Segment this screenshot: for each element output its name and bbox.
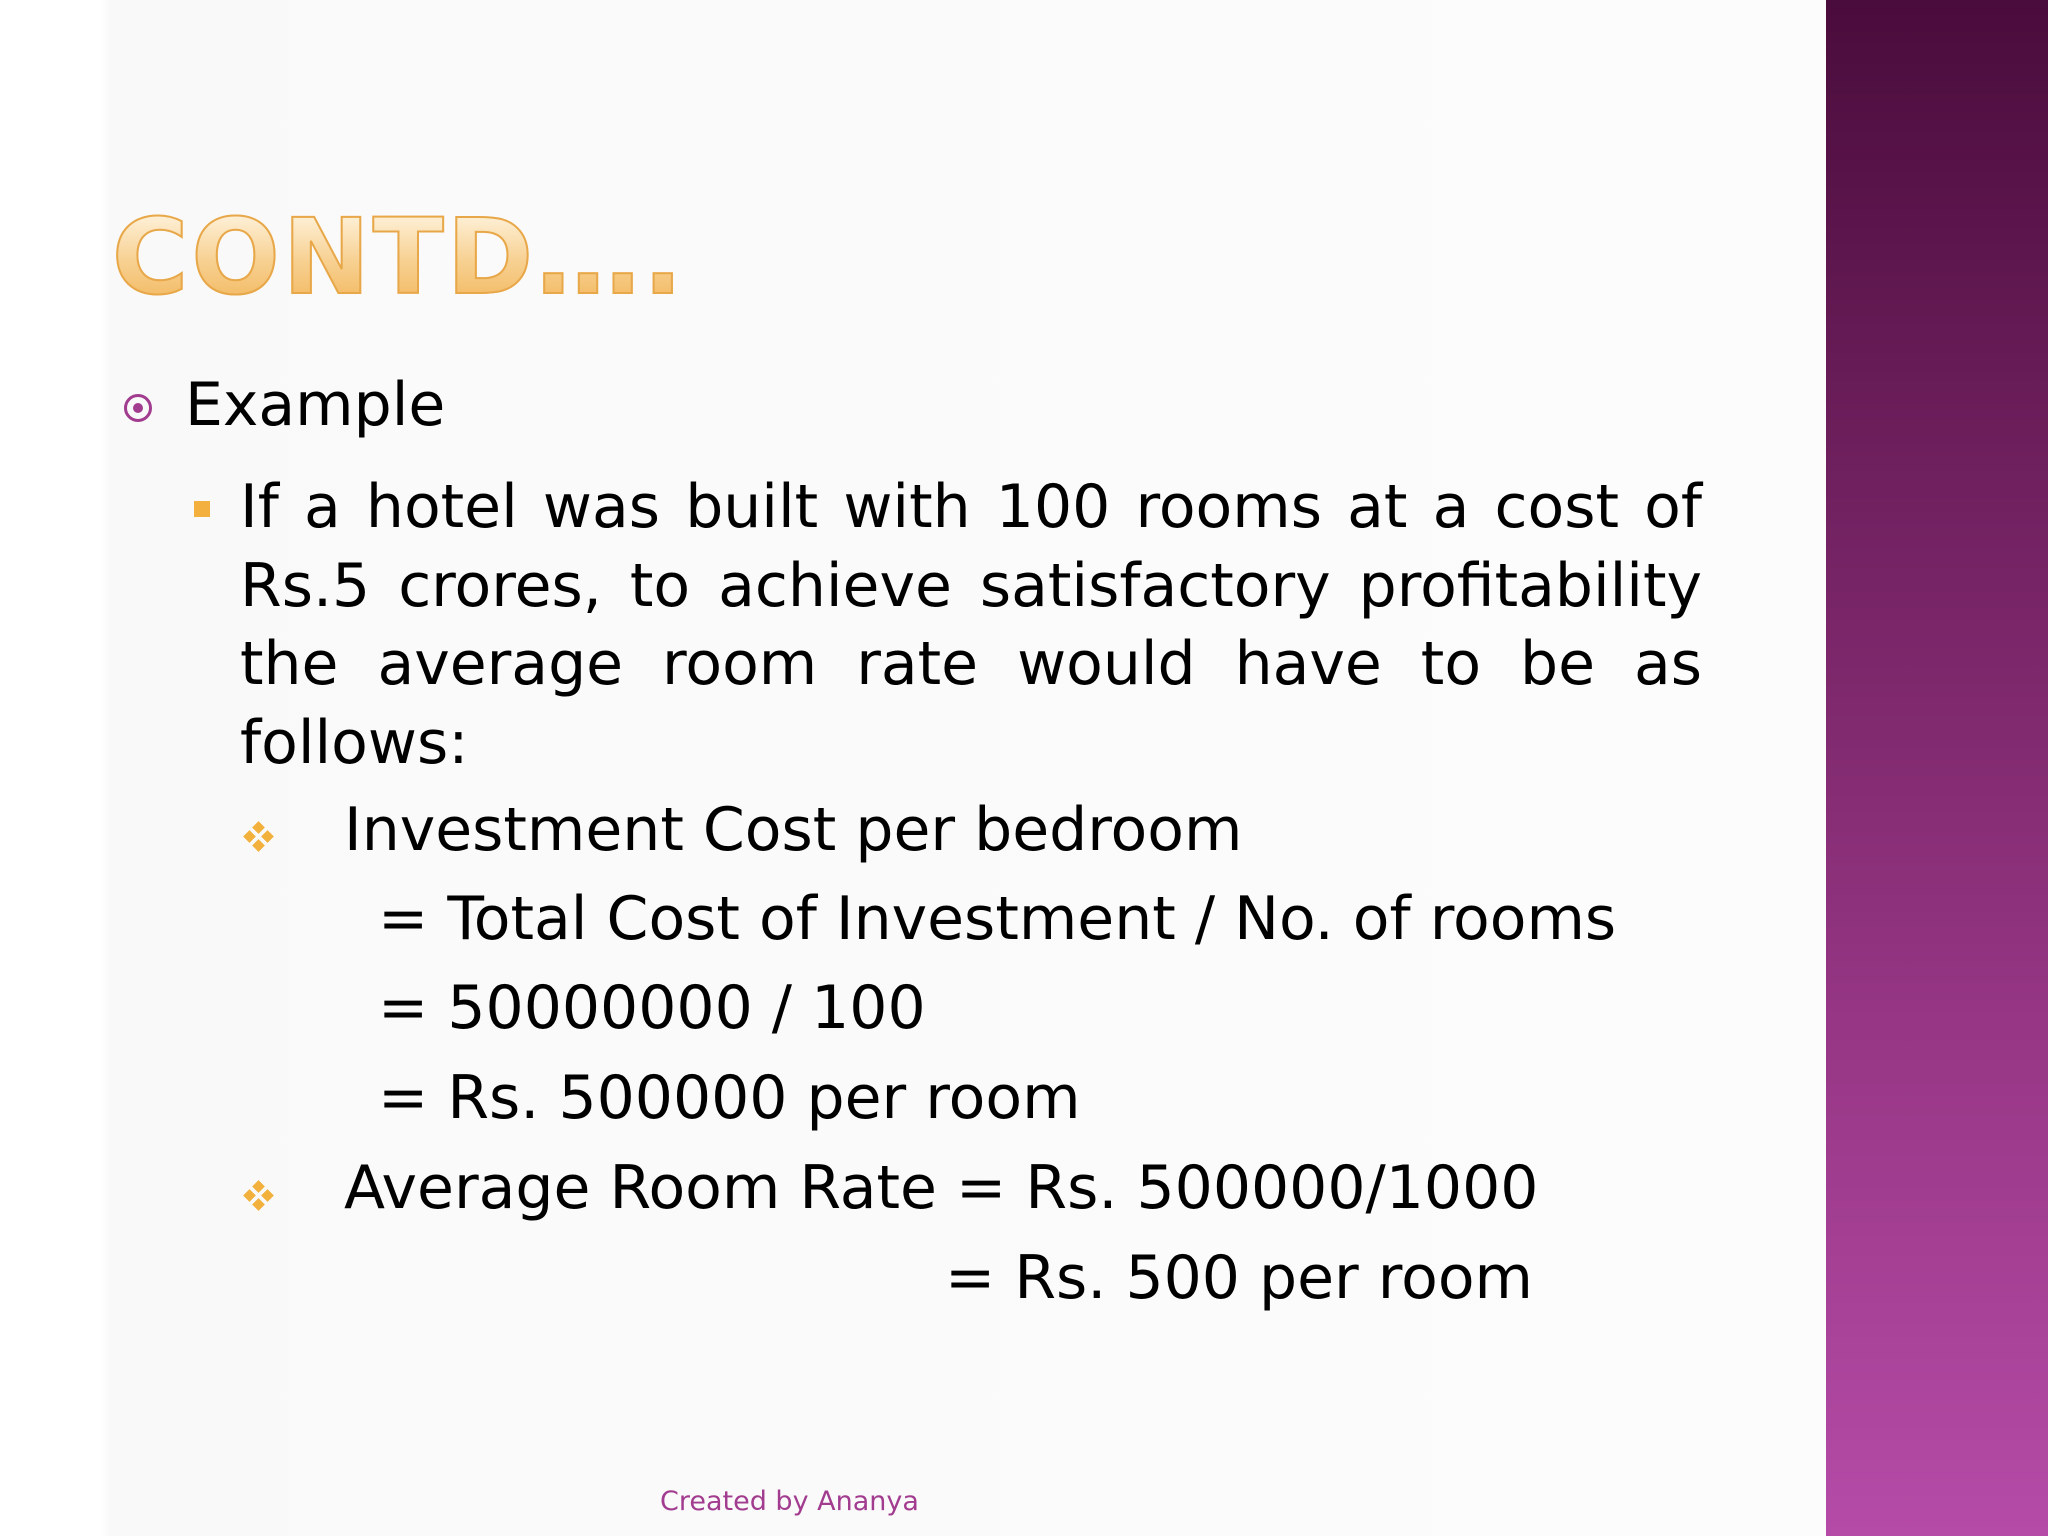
- average-room-rate-line: Average Room Rate = Rs. 500000/1000: [344, 1153, 1539, 1223]
- slide-title: CONTD….: [112, 196, 686, 318]
- investment-cost-label: Investment Cost per bedroom: [344, 795, 1243, 865]
- footer-credit: Created by Ananya: [660, 1486, 919, 1517]
- four-diamond-icon: [244, 1181, 274, 1211]
- paragraph-text: If a hotel was built with 100 rooms at a cost of Rs.5 crores, to achieve satisfactory profitability the average room rate would have to be as follows:: [240, 472, 1702, 778]
- circled-dot-icon: [124, 394, 152, 422]
- formula-line-2: = 50000000 / 100: [378, 973, 926, 1043]
- average-room-rate-result: = Rs. 500 per room: [945, 1243, 1533, 1313]
- four-diamond-icon: [244, 822, 274, 852]
- decorative-side-bar: [1826, 0, 2048, 1536]
- formula-line-3: = Rs. 500000 per room: [378, 1063, 1081, 1133]
- square-bullet-icon: [194, 501, 210, 517]
- bullet-level1-text: Example: [185, 370, 446, 440]
- formula-line-1: = Total Cost of Investment / No. of rooms: [378, 884, 1617, 954]
- bullet-level1: [124, 370, 446, 440]
